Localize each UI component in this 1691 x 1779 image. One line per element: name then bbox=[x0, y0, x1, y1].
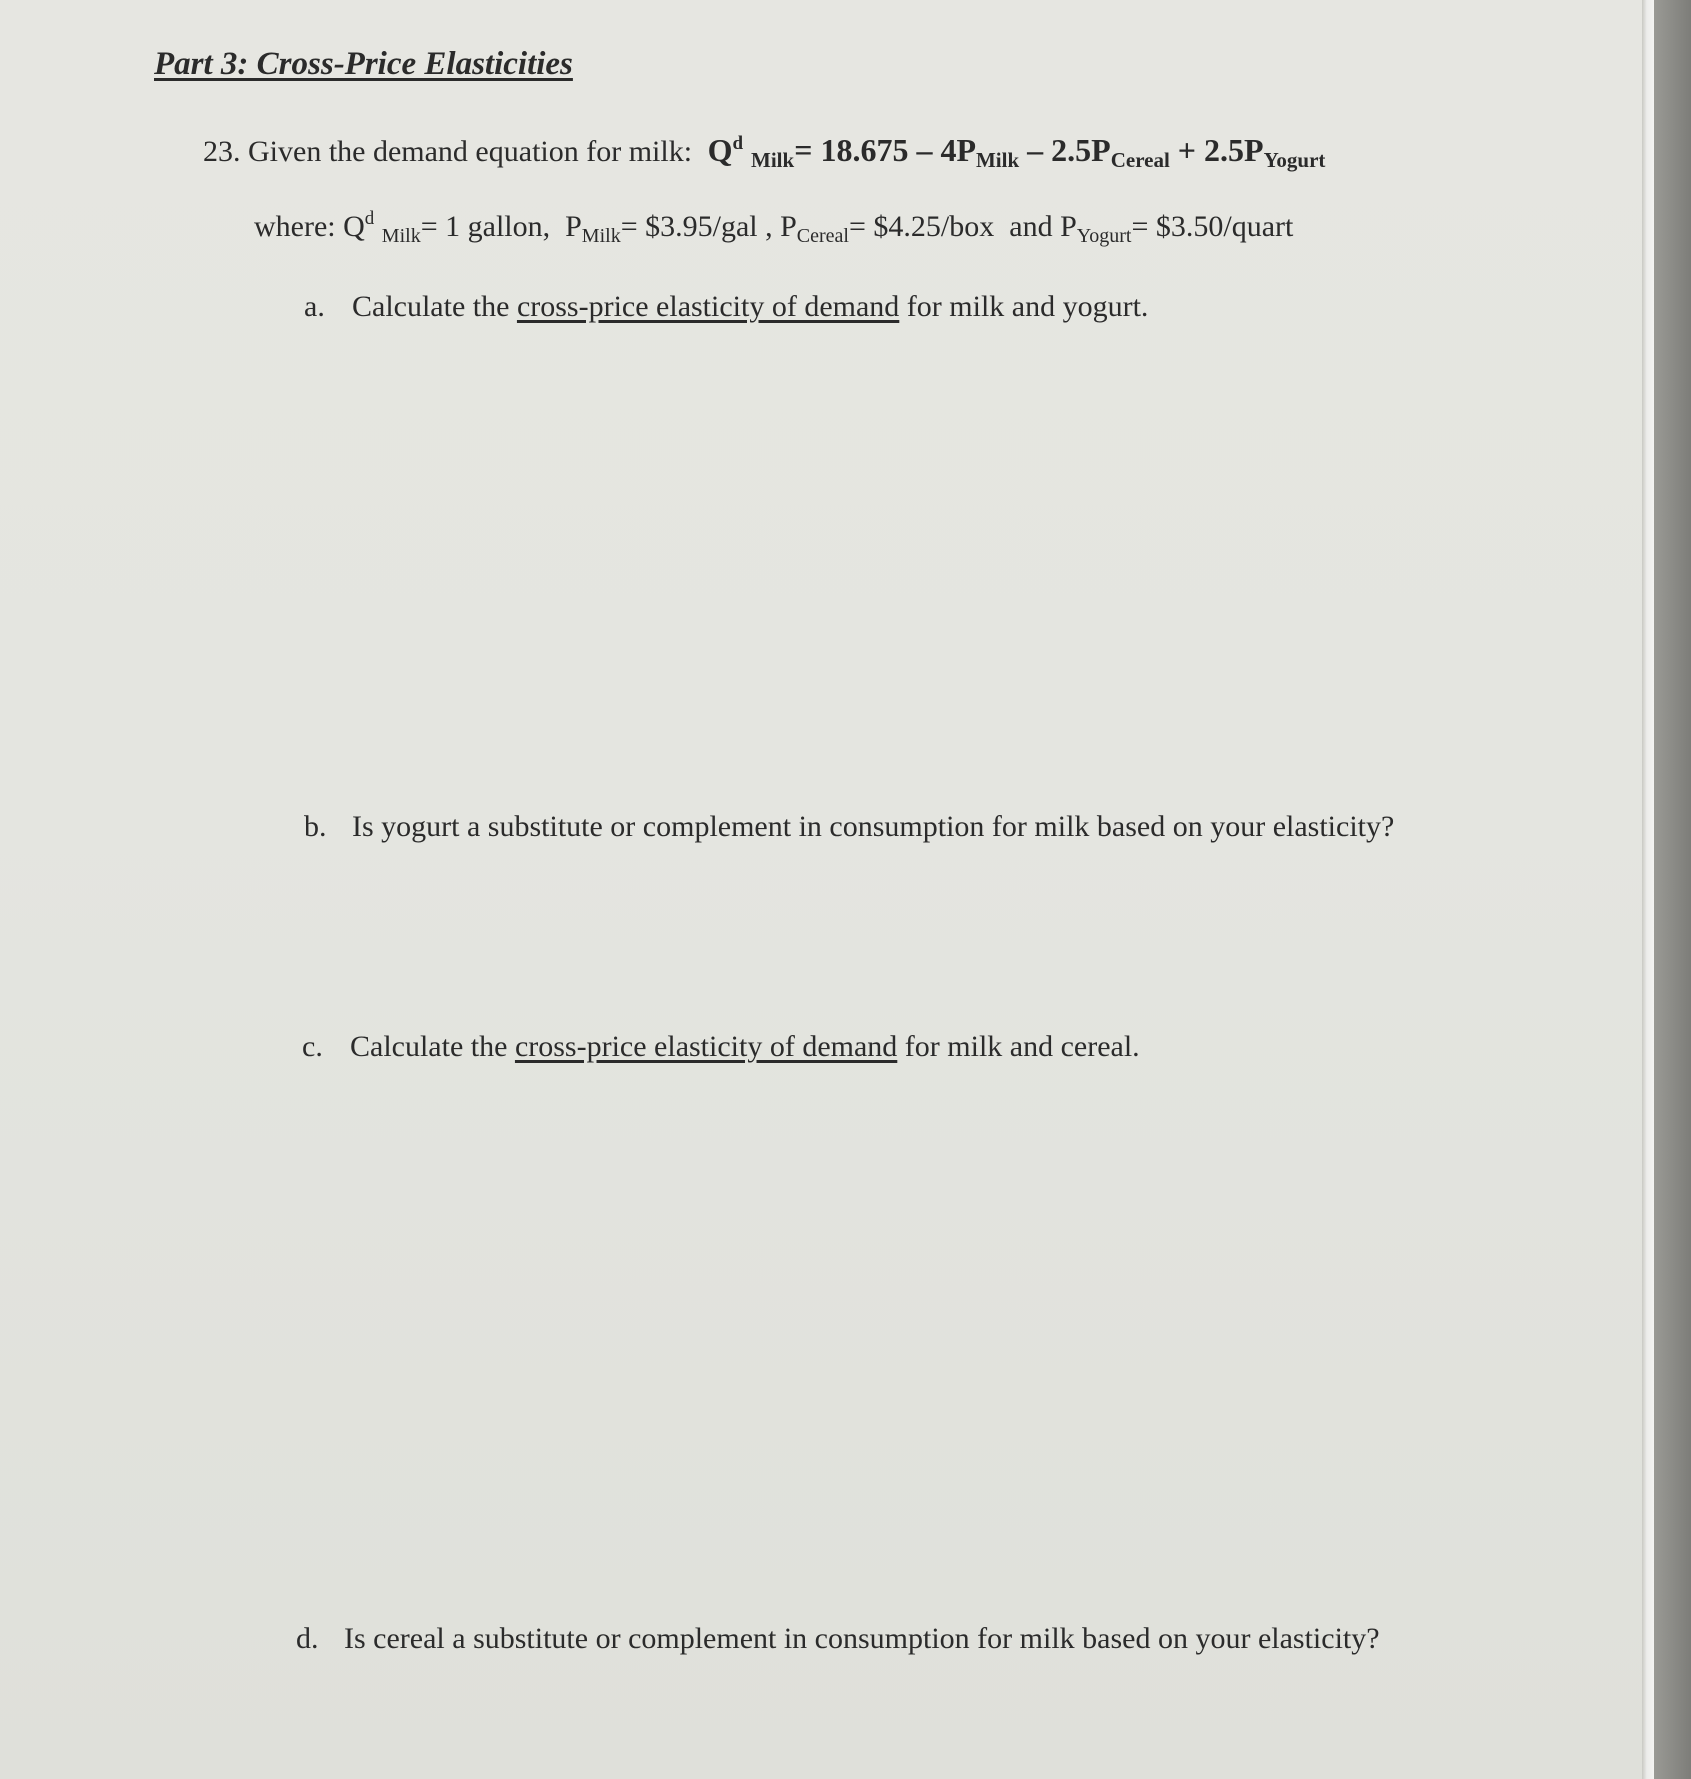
part-b bbox=[304, 810, 1394, 844]
where-p-cereal: P bbox=[780, 210, 797, 243]
part-a-pre: Calculate the bbox=[352, 290, 510, 323]
part-c bbox=[302, 1030, 1140, 1064]
background-surface bbox=[1654, 0, 1691, 1779]
part-a bbox=[304, 290, 1148, 324]
eq-q: Q bbox=[707, 132, 733, 168]
question-number: 23. bbox=[203, 135, 241, 168]
part-d bbox=[296, 1622, 1380, 1656]
where-q-value: = 1 gallon, bbox=[420, 210, 551, 243]
eq-q-sup: d bbox=[732, 133, 744, 154]
eq-part-2: – 2.5P bbox=[1019, 132, 1111, 168]
where-p-cereal-value: = $4.25/box bbox=[848, 210, 995, 243]
question-equation-line bbox=[203, 132, 1325, 173]
question-values-line bbox=[254, 208, 1293, 248]
where-p-yogurt-sub: Yogurt bbox=[1076, 225, 1132, 247]
part-c-term: cross-price elasticity of demand bbox=[514, 1030, 898, 1063]
page-edge bbox=[1642, 0, 1654, 1779]
part-a-term: cross-price elasticity of demand bbox=[516, 290, 900, 323]
eq-p-yogurt-sub: Yogurt bbox=[1263, 148, 1326, 172]
part-c-post: for milk and cereal. bbox=[904, 1030, 1140, 1063]
where-p-milk-sub: Milk bbox=[581, 225, 621, 247]
where-q-sup: d bbox=[364, 208, 375, 229]
part-c-pre: Calculate the bbox=[350, 1030, 508, 1063]
where-q-sub: Milk bbox=[381, 225, 421, 247]
section-title: Part 3: Cross-Price Elasticities bbox=[154, 46, 573, 82]
demand-equation bbox=[700, 132, 1326, 172]
eq-p-cereal-sub: Cereal bbox=[1110, 148, 1170, 172]
part-b-marker: b. bbox=[304, 810, 327, 843]
where-p-milk: P bbox=[565, 210, 582, 243]
eq-part-1: = 18.675 – 4P bbox=[794, 132, 976, 168]
eq-part-3: + 2.5P bbox=[1169, 132, 1264, 168]
part-c-marker: c. bbox=[302, 1030, 323, 1063]
where-p-cereal-sub: Cereal bbox=[796, 225, 849, 247]
where-p-yogurt: P bbox=[1060, 210, 1077, 243]
where-and: and bbox=[1009, 210, 1053, 243]
part-d-marker: d. bbox=[296, 1622, 319, 1655]
part-b-text: Is yogurt a substitute or complement in consumption for milk based on your elasticity? bbox=[352, 810, 1395, 843]
where-p-yogurt-value: = $3.50/quart bbox=[1131, 210, 1294, 243]
where-p-milk-value: = $3.95/gal , bbox=[620, 210, 773, 243]
part-a-marker: a. bbox=[304, 290, 325, 323]
where-label: where: Q bbox=[254, 210, 365, 243]
eq-p-milk-sub: Milk bbox=[975, 148, 1020, 172]
eq-q-sub: Milk bbox=[751, 148, 795, 172]
part-a-post: for milk and yogurt. bbox=[906, 290, 1149, 323]
part-d-text: Is cereal a substitute or complement in consumption for milk based on your elasticity? bbox=[344, 1622, 1380, 1655]
question-intro: Given the demand equation for milk: bbox=[248, 135, 693, 168]
